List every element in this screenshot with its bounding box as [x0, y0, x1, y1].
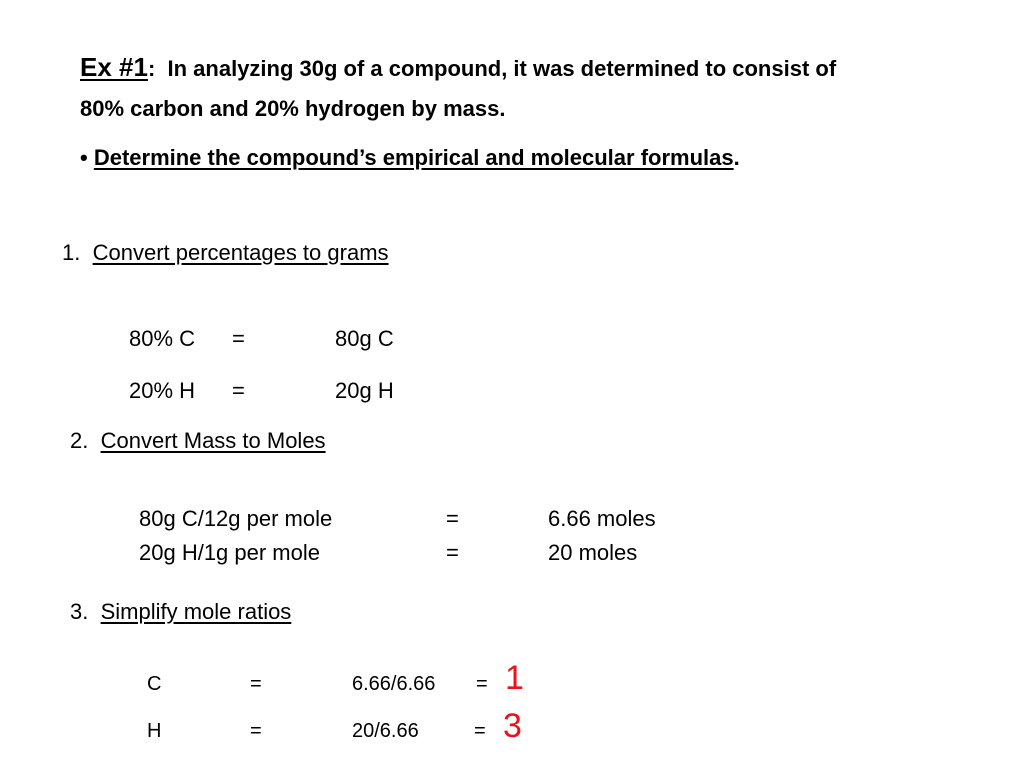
step-1-row-1-right: 80g C [335, 326, 394, 351]
step-1-heading [62, 240, 389, 266]
problem-statement-line-1 [80, 52, 836, 83]
bullet-icon: • [80, 145, 88, 170]
step-1-row-2-equals: = [232, 378, 245, 403]
step-1-row-2-left: 20% H [129, 378, 196, 403]
step-1-title: Convert percentages to grams [92, 240, 389, 265]
step-3-row-1-element: C [147, 673, 162, 695]
problem-text-1: In analyzing 30g of a compound, it was determined to consist of [167, 56, 837, 81]
step-2-number: 2. [70, 428, 89, 453]
step-3-row-2-equals-2: = [474, 720, 486, 742]
step-3-row-2-result: 3 [503, 707, 522, 745]
step-2-title: Convert Mass to Moles [100, 428, 326, 453]
step-3-number: 3. [70, 599, 89, 624]
problem-statement-line-2: 80% carbon and 20% hydrogen by mass. [80, 96, 506, 121]
task-period: . [733, 145, 740, 170]
step-3-title: Simplify mole ratios [100, 599, 292, 624]
step-2-row-1-right: 6.66 moles [548, 506, 656, 531]
step-3-row-1-equals-2: = [476, 673, 488, 695]
step-3-heading [70, 599, 291, 625]
step-2-row-2-equals: = [446, 540, 459, 565]
step-1-row-2-right: 20g H [335, 378, 394, 403]
step-2-row-2-right: 20 moles [548, 540, 638, 565]
step-2-row-2-left: 20g H/1g per mole [139, 540, 320, 565]
step-2-row-1-equals: = [446, 506, 459, 531]
example-colon: : [147, 56, 156, 81]
example-label: Ex #1 [80, 52, 148, 82]
step-3-row-2-element: H [147, 720, 162, 742]
step-2-heading [70, 428, 326, 454]
step-3-row-1-equals: = [250, 673, 262, 695]
step-2-row-1-left: 80g C/12g per mole [139, 506, 333, 531]
task-bullet-line [80, 145, 740, 171]
task-text: Determine the compound’s empirical and molecular formulas [93, 145, 734, 170]
step-3-row-1-expression: 6.66/6.66 [352, 673, 436, 695]
step-3-row-1-result: 1 [505, 659, 524, 697]
step-1-row-1-equals: = [232, 326, 245, 351]
step-1-number: 1. [62, 240, 81, 265]
step-3-row-2-expression: 20/6.66 [352, 720, 419, 742]
step-3-row-2-equals: = [250, 720, 262, 742]
step-1-row-1-left: 80% C [129, 326, 196, 351]
